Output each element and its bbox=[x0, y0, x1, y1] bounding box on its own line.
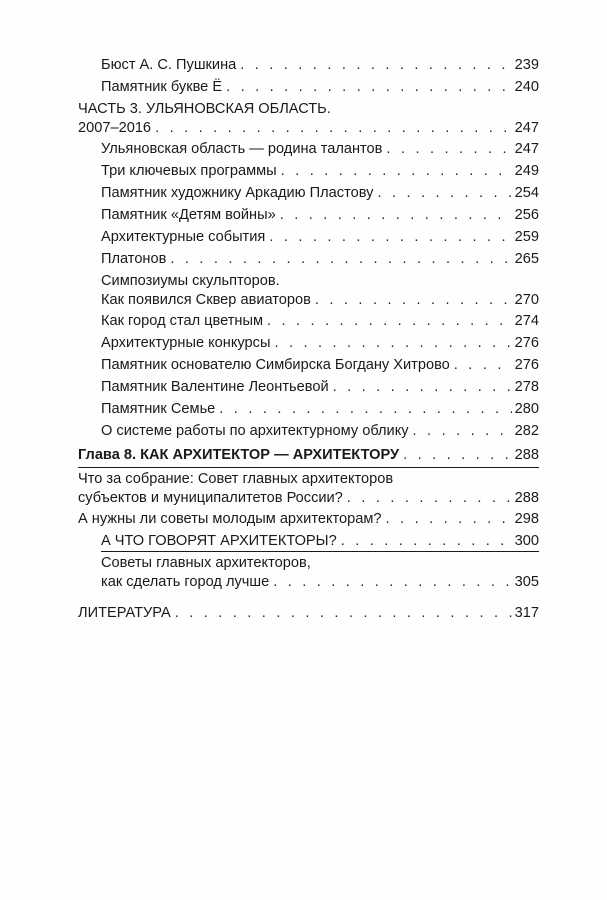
toc-part-heading[interactable] bbox=[78, 100, 539, 138]
dot-leader bbox=[273, 573, 511, 592]
entry-title-line1: Что за собрание: Совет главных архитекторов bbox=[78, 471, 394, 487]
dot-leader bbox=[226, 78, 512, 97]
toc-entry[interactable] bbox=[101, 272, 539, 310]
dot-leader bbox=[377, 184, 511, 203]
toc-entry[interactable] bbox=[101, 56, 539, 75]
entry-title: Памятник художнику Аркадию Пластову bbox=[101, 185, 374, 201]
toc-entry[interactable] bbox=[101, 532, 539, 551]
page-number: 276 bbox=[514, 357, 539, 373]
page-number: 282 bbox=[514, 423, 539, 439]
entry-title: 2007–2016 bbox=[78, 120, 152, 136]
dot-leader bbox=[240, 56, 511, 75]
dot-leader bbox=[315, 291, 512, 310]
page-number: 298 bbox=[514, 511, 539, 527]
page-number: 240 bbox=[514, 79, 539, 95]
toc-entry[interactable] bbox=[78, 470, 539, 508]
page-number: 280 bbox=[514, 401, 539, 417]
page-number: 288 bbox=[514, 447, 539, 463]
entry-title: Ульяновская область — родина талантов bbox=[101, 141, 383, 157]
page-number: 256 bbox=[514, 207, 539, 223]
entry-title: Три ключевых программы bbox=[101, 163, 277, 179]
page-number: 259 bbox=[514, 229, 539, 245]
dot-leader bbox=[386, 140, 511, 159]
entry-title: Памятник «Детям войны» bbox=[101, 207, 276, 223]
page-number: 239 bbox=[514, 57, 539, 73]
toc-entry[interactable] bbox=[101, 422, 539, 441]
page-number: 274 bbox=[514, 313, 539, 329]
toc-entry[interactable] bbox=[101, 554, 539, 592]
page-number: 270 bbox=[514, 292, 539, 308]
toc-entry[interactable] bbox=[101, 400, 539, 419]
page-number: 249 bbox=[514, 163, 539, 179]
toc-entry[interactable] bbox=[101, 162, 539, 181]
dot-leader bbox=[341, 532, 512, 551]
dot-leader bbox=[175, 604, 512, 623]
toc-entry[interactable] bbox=[101, 312, 539, 331]
dot-leader bbox=[274, 334, 511, 353]
toc-entry[interactable] bbox=[101, 184, 539, 203]
dot-leader bbox=[170, 250, 511, 269]
entry-title: как сделать город лучше bbox=[101, 574, 270, 590]
toc-entry-bibliography[interactable] bbox=[78, 604, 539, 623]
dot-leader bbox=[280, 206, 512, 225]
entry-title: Памятник букве Ё bbox=[101, 79, 223, 95]
entry-title: Памятник Валентине Леонтьевой bbox=[101, 379, 329, 395]
entry-title: Памятник основателю Симбирска Богдану Хитрово bbox=[101, 357, 450, 373]
page-number: 247 bbox=[514, 141, 539, 157]
page-number: 276 bbox=[514, 335, 539, 351]
toc-entry[interactable] bbox=[78, 510, 539, 529]
toc-entry[interactable] bbox=[101, 356, 539, 375]
toc-entry[interactable] bbox=[101, 140, 539, 159]
entry-title-line1: Советы главных архитекторов, bbox=[101, 555, 311, 571]
dot-leader bbox=[333, 378, 512, 397]
section-divider bbox=[101, 551, 539, 552]
dot-leader bbox=[219, 400, 511, 419]
entry-title: субъектов и муниципалитетов России? bbox=[78, 490, 343, 506]
dot-leader bbox=[281, 162, 512, 181]
toc-entry[interactable] bbox=[101, 378, 539, 397]
entry-title: Архитектурные конкурсы bbox=[101, 335, 271, 351]
entry-title: Памятник Семье bbox=[101, 401, 216, 417]
page-number: 247 bbox=[514, 120, 539, 136]
dot-leader bbox=[403, 446, 512, 465]
dot-leader bbox=[155, 119, 512, 138]
page-number: 288 bbox=[514, 490, 539, 506]
page-number: 265 bbox=[514, 251, 539, 267]
entry-title-line1: Симпозиумы скульпторов. bbox=[101, 273, 280, 289]
entry-title: Платонов bbox=[101, 251, 167, 267]
page-number: 300 bbox=[514, 533, 539, 549]
dot-leader bbox=[267, 312, 512, 331]
page-number: 278 bbox=[514, 379, 539, 395]
dot-leader bbox=[347, 489, 512, 508]
dot-leader bbox=[269, 228, 511, 247]
dot-leader bbox=[413, 422, 512, 441]
entry-title: Глава 8. КАК АРХИТЕКТОР — АРХИТЕКТОРУ bbox=[78, 447, 400, 463]
page-number: 317 bbox=[514, 605, 539, 621]
chapter-divider bbox=[78, 467, 539, 468]
dot-leader bbox=[386, 510, 512, 529]
page-number: 254 bbox=[514, 185, 539, 201]
entry-title: А нужны ли советы молодым архитекторам? bbox=[78, 511, 382, 527]
toc-entry[interactable] bbox=[101, 250, 539, 269]
entry-title: Архитектурные события bbox=[101, 229, 266, 245]
entry-title: А ЧТО ГОВОРЯТ АРХИТЕКТОРЫ? bbox=[101, 533, 337, 549]
entry-title: Как появился Сквер авиаторов bbox=[101, 292, 311, 308]
entry-title-line1: ЧАСТЬ 3. УЛЬЯНОВСКАЯ ОБЛАСТЬ. bbox=[78, 101, 331, 117]
entry-title: Бюст А. С. Пушкина bbox=[101, 57, 237, 73]
dot-leader bbox=[454, 356, 512, 375]
toc-entry[interactable] bbox=[101, 334, 539, 353]
entry-title: О системе работы по архитектурному облику bbox=[101, 423, 409, 439]
toc-chapter-heading[interactable] bbox=[78, 446, 539, 465]
page-number: 305 bbox=[514, 574, 539, 590]
entry-title: ЛИТЕРАТУРА bbox=[78, 605, 171, 621]
toc-entry[interactable] bbox=[101, 78, 539, 97]
entry-title: Как город стал цветным bbox=[101, 313, 264, 329]
toc-entry[interactable] bbox=[101, 206, 539, 225]
toc-entry[interactable] bbox=[101, 228, 539, 247]
